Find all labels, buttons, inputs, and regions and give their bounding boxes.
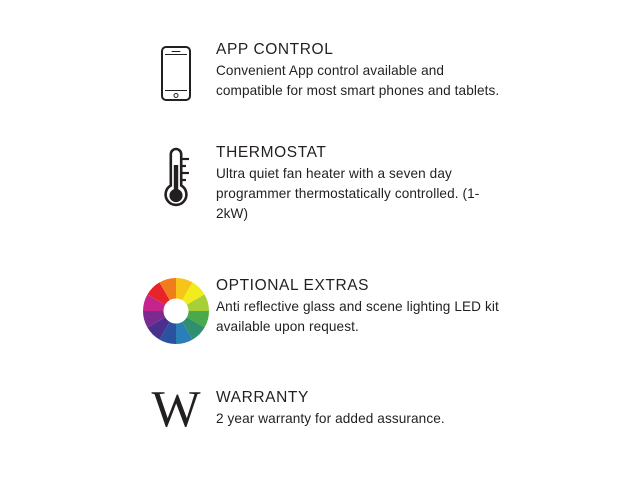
text-cell [212,388,445,429]
feature-description: Ultra quiet fan heater with a seven day programmer thermostatically controlled. (1-2kW) [216,166,480,221]
text-cell [212,143,502,223]
feature-warranty [140,381,445,438]
feature-title: THERMOSTAT [216,144,327,161]
feature-description: 2 year warranty for added assurance. [216,411,445,427]
warranty-w-icon: W [151,381,201,438]
feature-title: OPTIONAL EXTRAS [216,277,370,294]
thermometer-icon [156,145,196,211]
icon-cell [140,143,212,211]
icon-cell [140,40,212,101]
feature-description: Convenient App control available and compatible for most smart phones and tablets. [216,63,500,99]
text-cell [212,40,502,101]
smartphone-home-button [174,93,179,98]
smartphone-icon [161,46,191,101]
feature-title: WARRANTY [216,389,309,406]
smartphone-speaker [172,51,181,53]
feature-title: APP CONTROL [216,41,334,58]
color-wheel-icon [143,278,209,344]
text-cell [212,276,502,337]
feature-thermostat [140,143,502,223]
icon-cell [140,381,212,438]
icon-cell [140,276,212,344]
feature-optional-extras [140,276,502,344]
color-wheel-segments [143,278,209,344]
feature-app-control [140,40,502,101]
feature-description: Anti reflective glass and scene lighting LED kit available upon request. [216,299,499,335]
smartphone-screen [165,54,187,91]
